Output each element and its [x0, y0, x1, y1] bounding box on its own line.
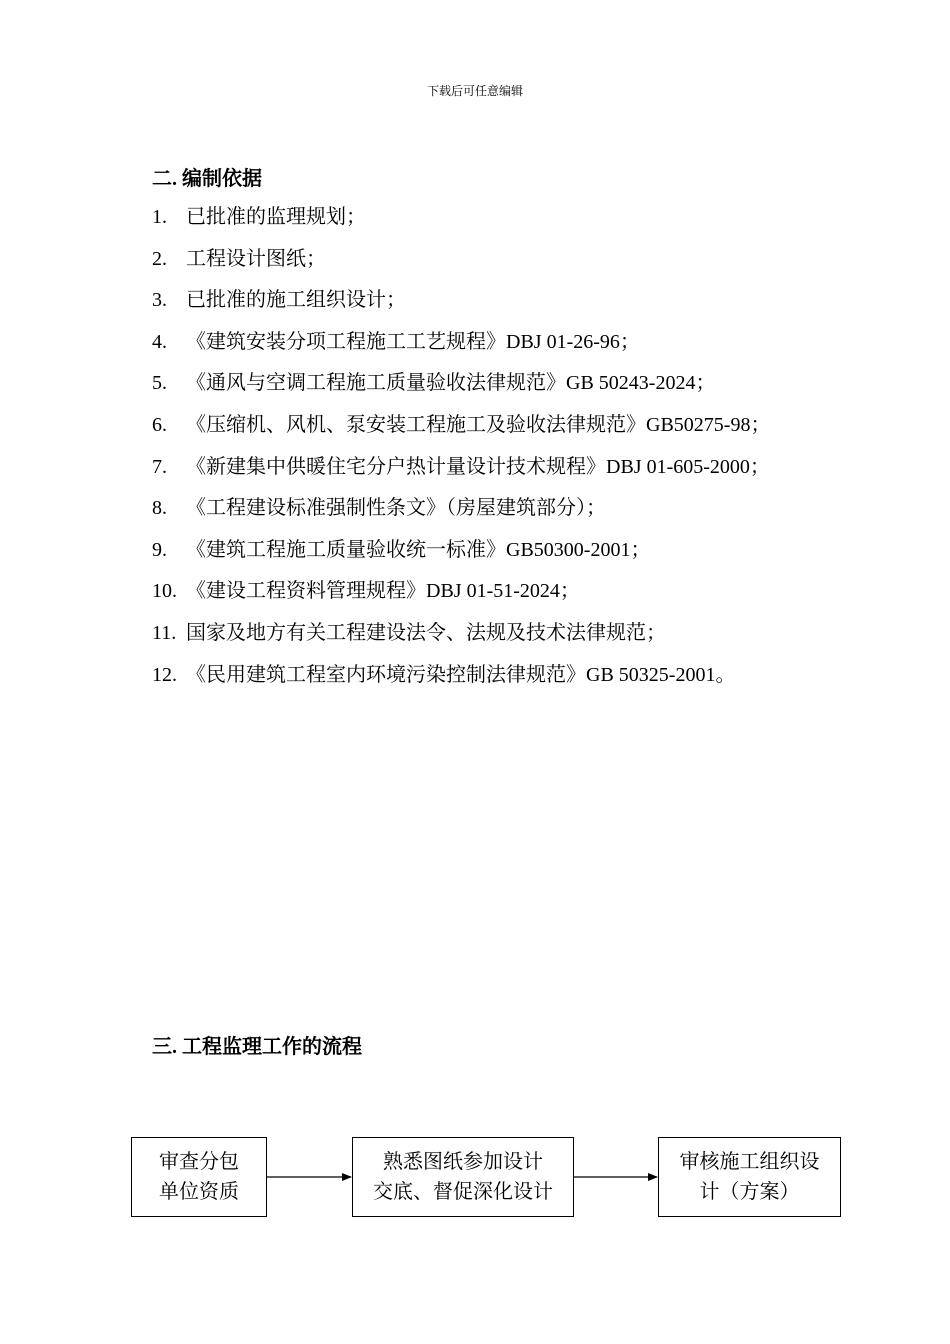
item-text: 《民用建筑工程室内环境污染控制法律规范》GB 50325-2001。 [186, 663, 736, 686]
item-text: 《建筑安装分项工程施工工艺规程》DBJ 01-26-96； [186, 330, 640, 353]
flow-step-line: 交底、督促深化设计 [373, 1181, 553, 1203]
item-number: 3. [152, 289, 167, 312]
item-text: 已批准的施工组织设计； [186, 289, 406, 312]
item-text: 《新建集中供暖住宅分户热计量设计技术规程》DBJ 01-605-2000； [186, 455, 770, 478]
item-text: 国家及地方有关工程建设法令、法规及技术法律规范； [186, 621, 666, 644]
flow-step-line: 单位资质 [159, 1181, 239, 1203]
item-number: 1. [152, 206, 167, 228]
item-text: 《建筑工程施工质量验收统一标准》GB50300-2001； [186, 538, 651, 561]
item-text: 工程设计图纸； [186, 247, 326, 270]
item-text: 《压缩机、风机、泵安装工程施工及验收法律规范》GB50275-98； [186, 413, 771, 436]
flow-step-line: 审核施工组织设 [679, 1151, 820, 1173]
flow-step-design-briefing [352, 1137, 574, 1217]
item-number: 9. [152, 538, 167, 561]
item-number: 4. [152, 330, 167, 353]
section-heading-basis: 二. 编制依据 [152, 168, 262, 190]
flow-step-line: 审查分包 [159, 1151, 239, 1173]
page-header-note: 下载后可任意编辑 [426, 84, 523, 98]
item-number: 2. [152, 247, 167, 270]
item-number: 5. [152, 372, 167, 395]
flow-step-line: 熟悉图纸参加设计 [383, 1151, 543, 1173]
item-number: 12. [152, 663, 177, 686]
item-text: 《工程建设标准强制性条文》（房屋建筑部分）； [186, 497, 606, 520]
section-heading-workflow: 三. 工程监理工作的流程 [152, 1036, 362, 1058]
flow-step-line: 计（方案） [699, 1181, 800, 1203]
item-number: 7. [152, 455, 167, 478]
item-number: 6. [152, 413, 167, 436]
item-text: 《建设工程资料管理规程》DBJ 01-51-2024； [186, 580, 580, 603]
flow-step-review-construction-plan [658, 1137, 841, 1217]
item-text: 《通风与空调工程施工质量验收法律规范》GB 50243-2024； [186, 372, 716, 395]
item-number: 8. [152, 497, 167, 520]
item-text: 已批准的监理规划； [186, 206, 366, 228]
item-number: 11. [152, 621, 177, 644]
flow-step-review-subcontractor [131, 1137, 267, 1217]
item-number: 10. [152, 580, 177, 603]
